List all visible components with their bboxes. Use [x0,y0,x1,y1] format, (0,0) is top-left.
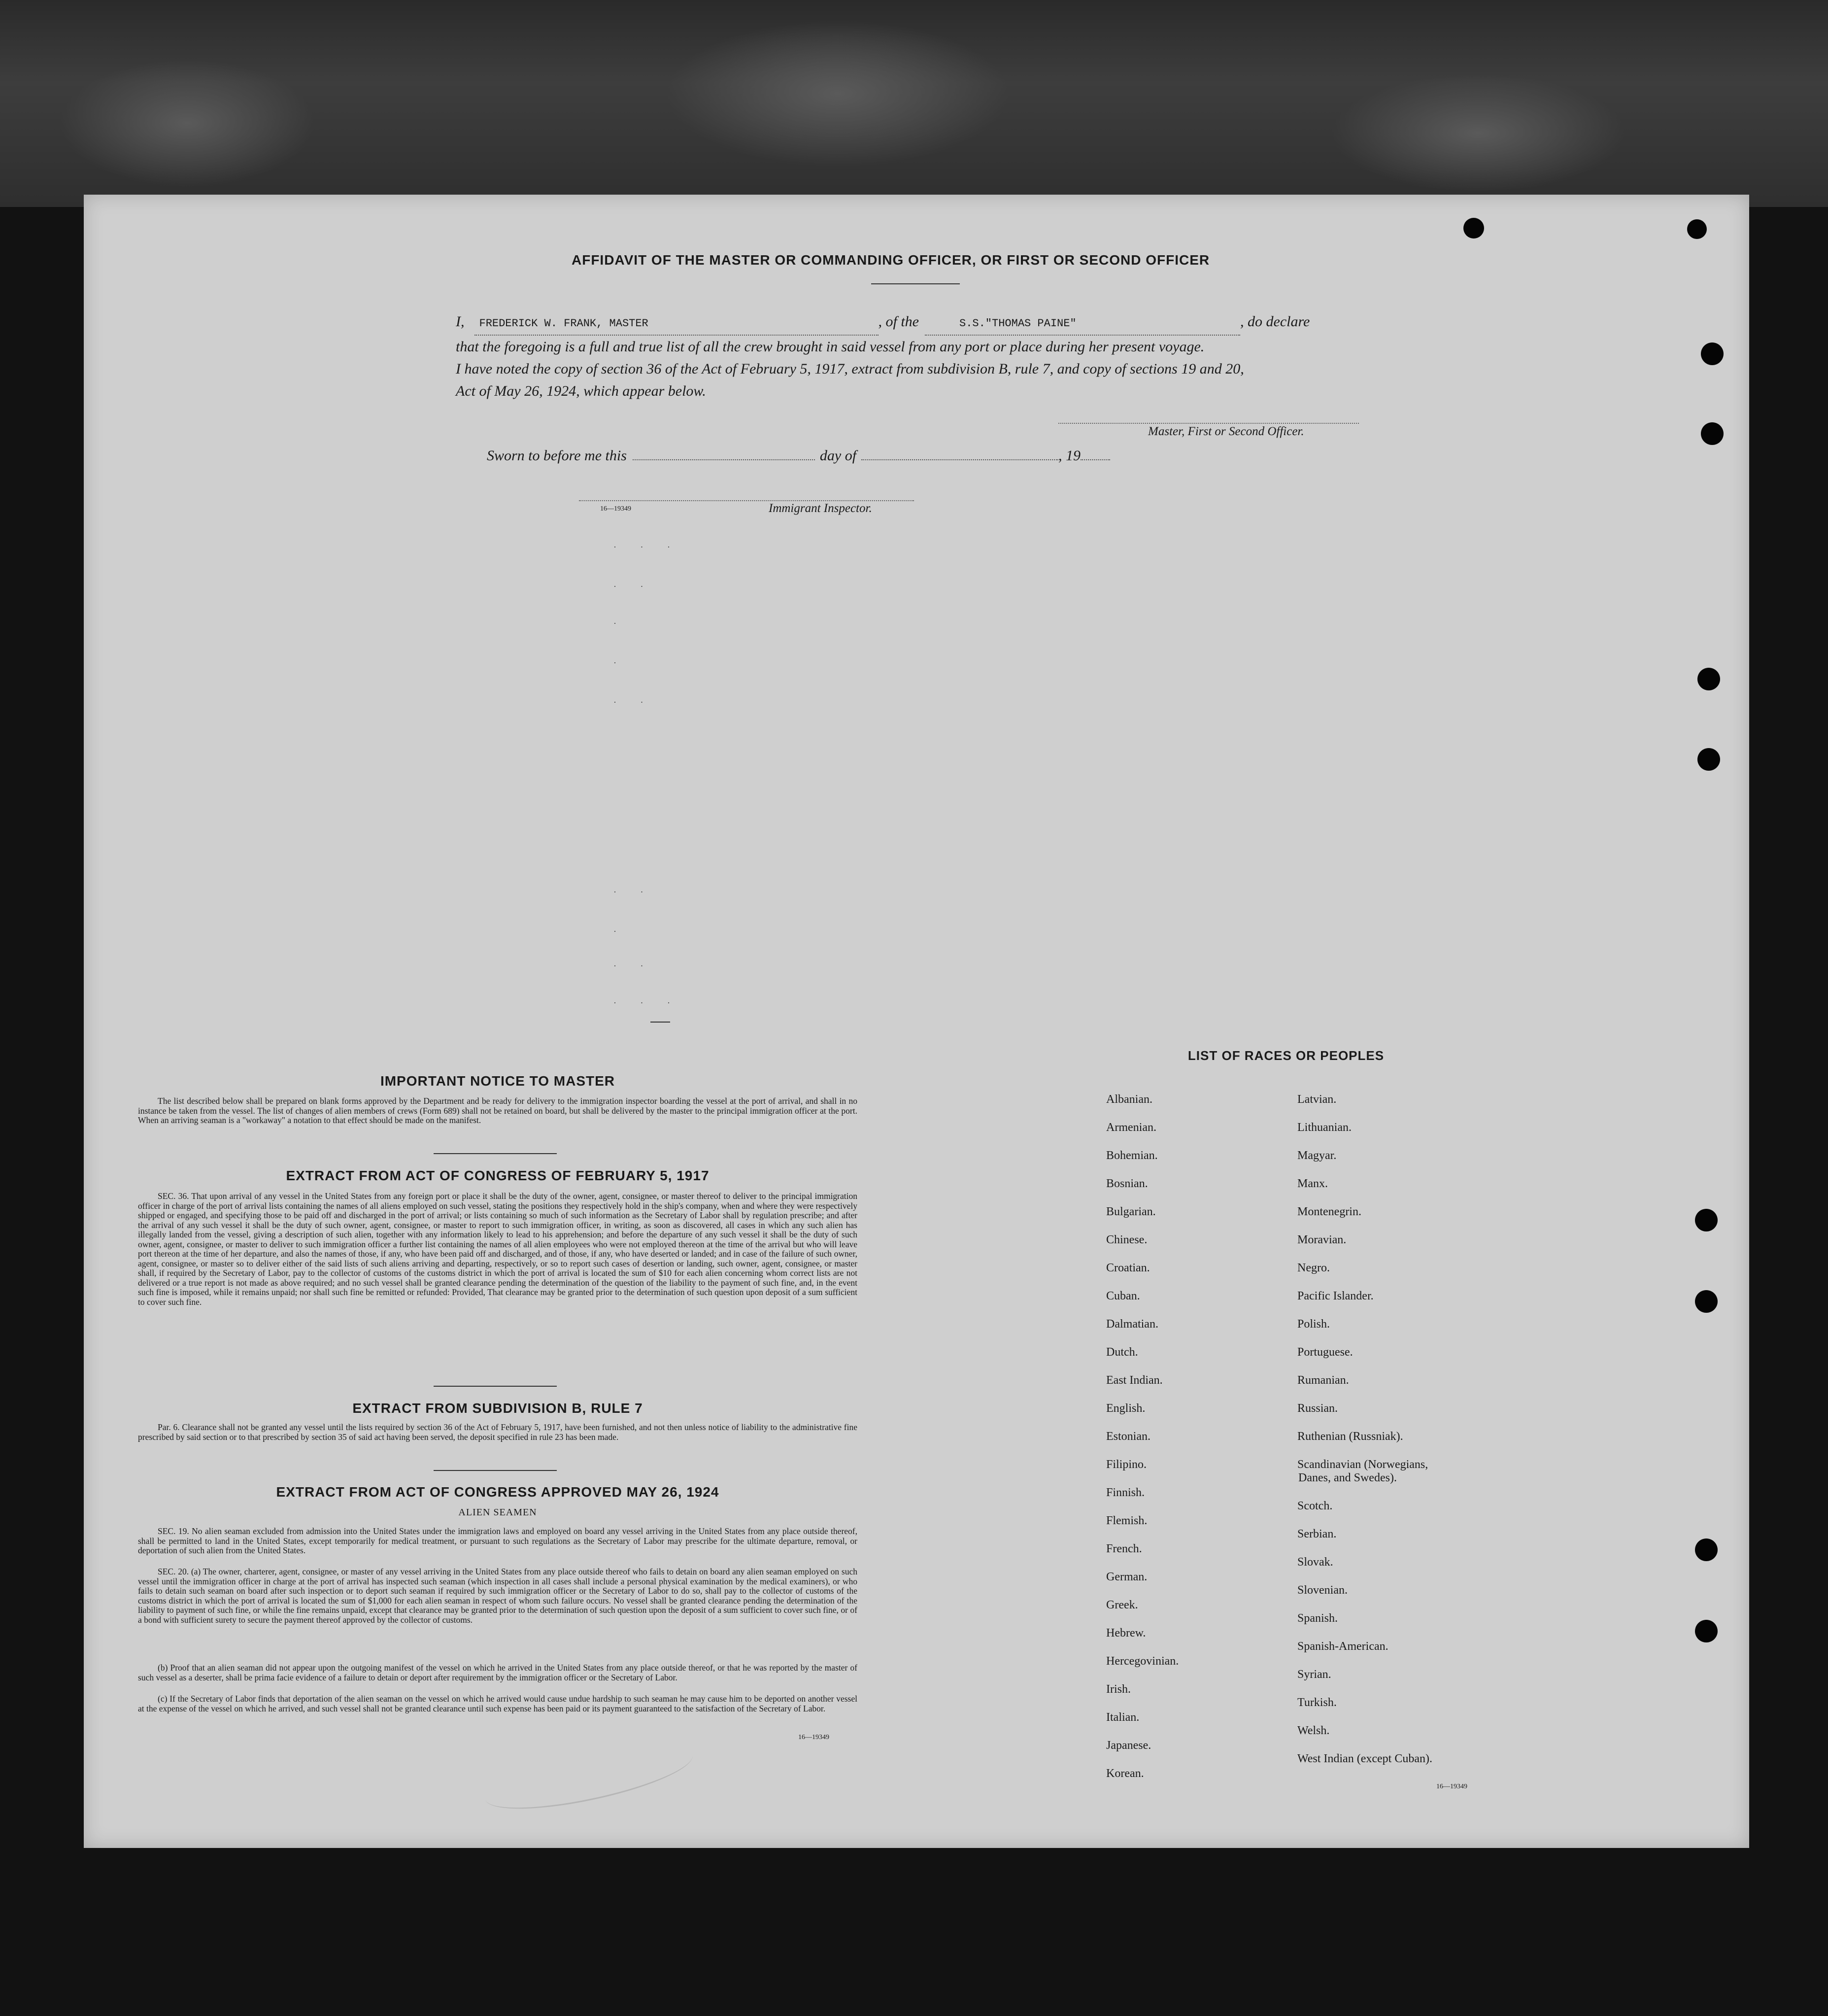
race-item: Spanish-American. [1297,1640,1388,1653]
race-item: Estonian. [1106,1430,1151,1443]
year-prefix: , 19 [1058,447,1081,464]
sworn-month-field [861,449,1058,460]
affidavit-statement [456,310,1397,402]
race-item: Manx. [1297,1177,1328,1190]
race-item: Bohemian. [1106,1149,1158,1162]
race-item: Turkish. [1297,1696,1337,1709]
race-item: German. [1106,1571,1148,1583]
extract-1917-title: EXTRACT FROM ACT OF CONGRESS OF FEBRUARY 5, 1917 [286,1168,710,1183]
blank-dots: · [613,926,627,936]
punch-hole [1695,1620,1718,1642]
blank-dots: · · [613,887,654,897]
extract-1924-sec19: SEC. 19. No alien seaman excluded from admission into the United States under the immigration laws and employed on board any vessel arriving in the United States from any place outside thereof, shall be permitted to land in the United States, except temporarily for medical treatment, or pursuant to such regulations as the Secretary of Labor may prescribe for the ultimate departure, removal, or deportation of such alien from the United States. [138,1526,857,1555]
race-item: West Indian (except Cuban). [1297,1752,1432,1765]
races-column-2 [1297,1086,1509,1773]
extract-form-number: 16—19349 [798,1734,829,1741]
affidavit-line-3: I have noted the copy of section 36 of the Act of February 5, 1917, extract from subdivision B, rule 7, and copy of sections 19 and 20, [456,361,1244,377]
sworn-day-field [633,449,815,460]
race-item: Rumanian. [1297,1374,1349,1387]
race-item: Portuguese. [1297,1346,1353,1359]
race-item: Korean. [1106,1767,1144,1780]
vessel-name: S.S."THOMAS PAINE" [959,317,1077,330]
punch-hole [1697,668,1720,690]
affidavit-line-2: that the foregoing is a full and true list of all the crew brought in said vessel from any port or place during her present voyage. [456,339,1205,355]
inspector-signature-line [579,500,914,501]
pronoun-i: I, [456,313,465,330]
section-divider [434,1386,557,1387]
race-item: Flemish. [1106,1514,1148,1527]
race-item: Serbian. [1297,1528,1337,1540]
races-form-number: 16—19349 [1436,1783,1467,1790]
affidavit-line-4: Act of May 26, 1924, which appear below. [456,383,706,399]
race-item: Moravian. [1297,1233,1347,1246]
race-item: Dutch. [1106,1346,1138,1359]
extract-1924-sec20a: SEC. 20. (a) The owner, charterer, agent, consignee, or master of any vessel arriving in the United States from any place outside thereof who fails to detain on board any alien seaman employed on such vessel until the immigration officer in charge at the port of arrival has inspected such seaman (which inspection in all cases shall include a personal physical examination by the medical examiners), or who fails to detain such seaman on board after such inspection or to deport such seaman if required by such immigration officer or the Secretary of Labor to do so, shall pay to the collector of customs of the customs district in which the port of arrival is located the sum of $1,000 for each alien seaman in respect of whom such failure occurs. No vessel shall be granted clearance pending the determination of the liability to payment of such fine, or while the fine remains unpaid, except that clearance may be granted prior to the determination of such question upon the deposit of a sum sufficient to cover such fine, or of a bond with sufficient surety to secure the payment thereof approved by the collector of customs. [138,1567,857,1625]
race-item: Ruthenian (Russniak). [1297,1430,1403,1443]
affidavit-line-1 [456,310,1397,336]
race-item: Italian. [1106,1711,1140,1724]
race-item: Japanese. [1106,1739,1151,1752]
master-name: FREDERICK W. FRANK, MASTER [479,317,648,330]
section-divider [434,1470,557,1471]
blank-dots: · · [613,961,654,971]
inspector-signature-label: Immigrant Inspector. [769,502,872,515]
punch-hole [1695,1290,1718,1313]
master-signature-line [1058,423,1359,424]
extract-1924-subtitle: ALIEN SEAMEN [458,1507,537,1518]
race-item: Russian. [1297,1402,1338,1415]
vessel-name-field [925,312,1240,336]
sworn-year-field [1081,449,1110,460]
race-item: Hebrew. [1106,1627,1146,1640]
race-item: Bulgarian. [1106,1205,1156,1218]
race-item: English. [1106,1402,1146,1415]
extract-rule7-title: EXTRACT FROM SUBDIVISION B, RULE 7 [352,1401,643,1416]
race-item: Chinese. [1106,1233,1148,1246]
race-item: Pacific Islander. [1297,1290,1374,1302]
punch-hole [1701,342,1724,365]
race-item: Scotch. [1297,1500,1333,1512]
of-the-text: , of the [878,313,919,330]
race-item: Armenian. [1106,1121,1156,1134]
punch-hole [1695,1538,1718,1561]
background-blot [1330,74,1626,192]
extract-rule7-body: Par. 6. Clearance shall not be granted any vessel until the lists required by section 36 of the Act of February 5, 1917, have been furnished, and not then unless notice of liability to the administrative fine prescribed by said section or to that prescribed by section 35 of said act having been served, the deposit specified in rule 23 has been made. [138,1422,857,1442]
race-item: Magyar. [1297,1149,1337,1162]
section-divider [434,1153,557,1154]
master-name-field [474,312,879,336]
race-item: Scandinavian (Norwegians, [1297,1458,1428,1471]
blank-dots: · · [613,581,654,591]
inspector-form-number: 16—19349 [600,505,631,513]
punch-hole [1695,1209,1718,1231]
blank-dots: · · · [613,998,681,1008]
race-item: Montenegrin. [1297,1205,1361,1218]
punch-hole [1463,218,1484,239]
race-item: Greek. [1106,1599,1138,1611]
race-item: Syrian. [1297,1668,1331,1681]
race-item: Cuban. [1106,1290,1140,1302]
sworn-prefix: Sworn to before me this [487,447,627,464]
race-item: Albanian. [1106,1093,1152,1106]
race-item: Latvian. [1297,1093,1337,1106]
extract-1924-sec20b: (b) Proof that an alien seaman did not appear upon the outgoing manifest of the vessel on which he arrived in the United States from any place outside thereof, or that he was reported by the master of such vessel as a deserter, shall be prima facie evidence of a failure to detain or deport after requirement by the immigration officer or the Secretary of Labor. [138,1663,857,1682]
blank-dots: · · · [613,542,681,552]
race-item: French. [1106,1542,1142,1555]
notice-body: The list described below shall be prepared on blank forms approved by the Department and be ready for delivery to the immigration inspector boarding the vessel at the port of arrival, and shall in no instance be taken from the vessel. The list of changes of alien members of crews (Form 689) shall not be retained on board, but shall be delivered by the master to the principal immigration officer at the port. When an arriving seaman is a "workaway" a notation to that effect should be made on the manifest. [138,1096,857,1125]
background-blot [59,59,315,187]
punch-hole [1701,422,1724,445]
background-blot [665,20,1010,168]
extract-1924-title: EXTRACT FROM ACT OF CONGRESS APPROVED MAY 26, 1924 [276,1484,719,1500]
extract-1924-sec20c: (c) If the Secretary of Labor finds that deportation of the alien seaman on the vessel on which he arrived would cause undue hardship to such seaman he may cause him to be deported on another vessel at the expense of the vessel on which he arrived, and such vessel shall not be granted clearance until such expense has been paid or its payment guaranteed to the satisfaction of the Secretary of Labor. [138,1694,857,1713]
race-item: Dalmatian. [1106,1318,1158,1331]
punch-hole [1687,219,1707,239]
race-item: Spanish. [1297,1612,1338,1625]
race-item: Irish. [1106,1683,1131,1696]
race-item: Negro. [1297,1262,1330,1274]
race-item: Polish. [1297,1318,1330,1331]
sworn-line [487,447,1177,464]
race-item: Bosnian. [1106,1177,1148,1190]
race-item: Croatian. [1106,1262,1150,1274]
races-title: LIST OF RACES OR PEOPLES [1187,1048,1385,1063]
blank-dots: · [613,658,627,668]
race-item: Finnish. [1106,1486,1145,1499]
race-item: Lithuanian. [1297,1121,1352,1134]
do-declare-text: , do declare [1240,313,1310,330]
title-underline [871,283,960,284]
notice-title: IMPORTANT NOTICE TO MASTER [380,1073,615,1089]
blank-dots: · [613,618,627,628]
race-item: Hercegovinian. [1106,1655,1179,1668]
race-item: Danes, and Swedes). [1298,1471,1397,1484]
day-of-text: day of [819,447,857,464]
punch-hole [1697,748,1720,771]
races-column-1 [1106,1086,1284,1788]
affidavit-title: AFFIDAVIT OF THE MASTER OR COMMANDING OFFICER, OR FIRST OR SECOND OFFICER [572,252,1210,268]
race-item: East Indian. [1106,1374,1163,1387]
extract-1917-body: SEC. 36. That upon arrival of any vessel in the United States from any foreign port or place it shall be the duty of the owner, agent, consignee, or master thereof to deliver to the principal immigration officer in charge of the port of arrival lists containing the names of all aliens employed on such vessel, stating the positions they respectively hold in the ship's company, when and where they were respectively shipped or engaged, and specifying those to be paid off and discharged in the port of arrival; or lists containing so much of such information as the Secretary of Labor shall by regulation prescribe; and after the arrival of any such vessel it shall be the duty of such owner, agent, consignee, or master to report to such immigration officer, in writing, as soon as discovered, all cases in which any such alien has illegally landed from the vessel, giving a description of such alien, together with any information likely to lead to his apprehension; and before the departure of any such vessel it shall be the duty of such owner, agent, consignee, or master to deliver to such immigration officer a further list containing the names of all alien employees who were not employed thereon at the time of the arrival but who will leave port thereon at the time of her departure, and also the names of those, if any, who have been paid off and discharged, and of those, if any, who have deserted or landed; and in case of the failure of such owner, agent, consignee, or master so to deliver either of the said lists of such aliens arriving and departing, respectively, or so to report such cases of desertion or landing, such owner, agent, consignee, or master shall, if required by the Secretary of Labor, pay to the collector of customs of the customs district in which the port of arrival is located the sum of $10 for each alien concerning whom correct lists are not delivered or a true report is not made as above required; and no such vessel shall be granted clearance pending the determination of the question of the liability to the payment of such fine, and, in the event such fine is imposed, while it remains unpaid; nor shall such fine be remitted or refunded: Provided, That clearance may be granted prior to the determination of such question upon deposit of a sum sufficient to cover such fine. [138,1191,857,1307]
dash-mark [650,1022,670,1023]
master-signature-label: Master, First or Second Officer. [1148,425,1304,438]
race-item: Slovenian. [1297,1584,1348,1597]
blank-dots: · · [613,697,654,707]
race-item: Welsh. [1297,1724,1330,1737]
race-item: Slovak. [1297,1556,1333,1569]
race-item: Filipino. [1106,1458,1147,1471]
